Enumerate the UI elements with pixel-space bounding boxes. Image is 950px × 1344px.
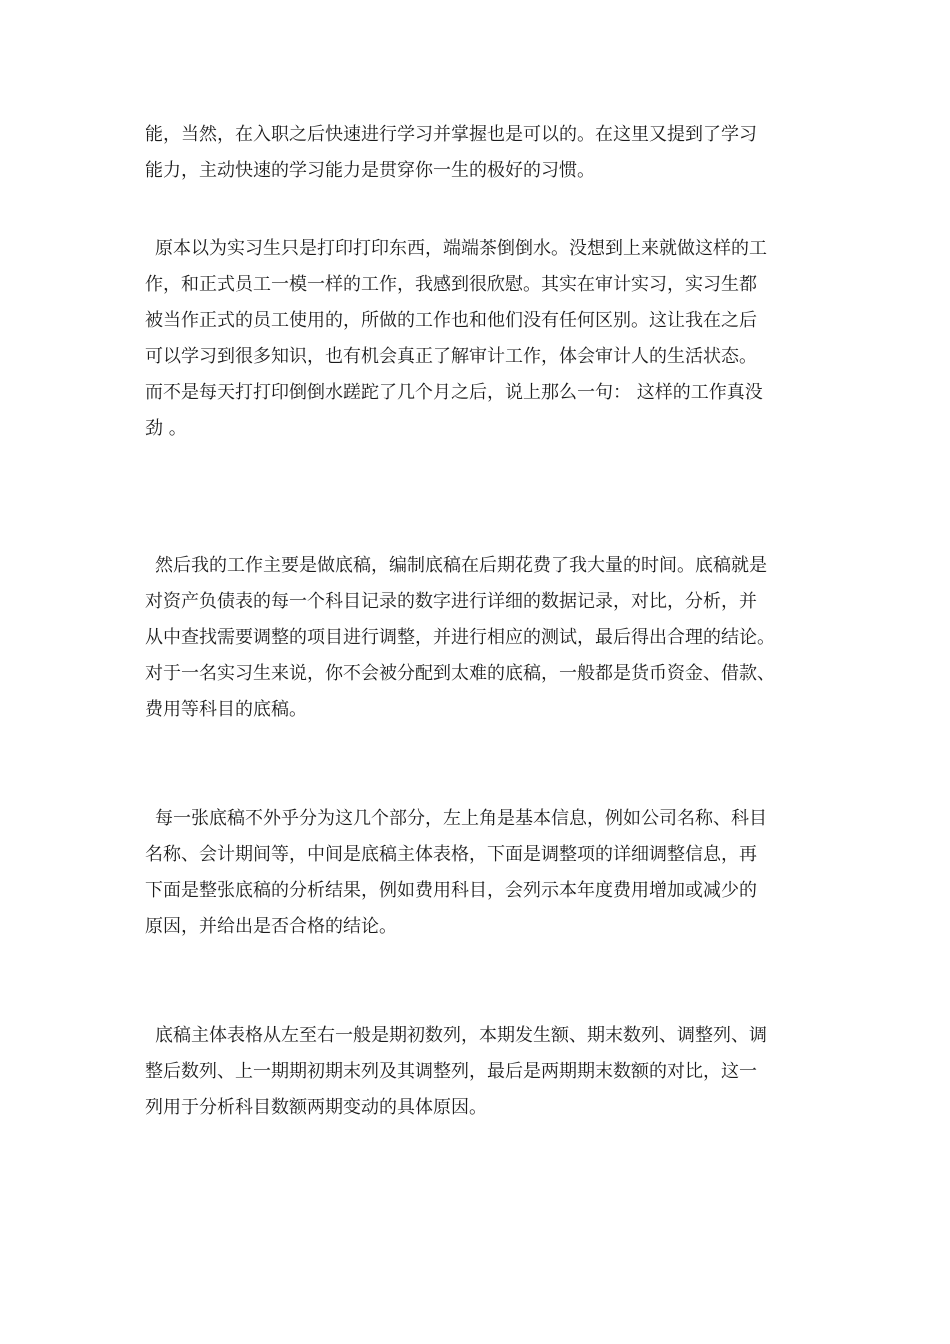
text-line-content: 原本以为实习生只是打印打印东西，端端茶倒倒水。没想到上来就做这样的工 <box>155 238 767 259</box>
text-line: 从中查找需要调整的项目进行调整，并进行相应的测试，最后得出合理的结论。 <box>145 627 775 648</box>
text-line: 而不是每天打打印倒倒水蹉跎了几个月之后，说上那么一句： 这样的工作真没 <box>145 382 763 403</box>
text-line <box>145 231 810 267</box>
text-line-content: 然后我的工作主要是做底稿，编制底稿在后期花费了我大量的时间。底稿就是 <box>155 555 767 576</box>
text-line: 能，当然，在入职之后快速进行学习并掌握也是可以的。在这里又提到了学习 <box>145 124 757 145</box>
paragraph-1 <box>145 117 810 189</box>
text-line <box>145 801 810 837</box>
text-line <box>145 1018 810 1054</box>
text-line: 可以学习到很多知识，也有机会真正了解审计工作，体会审计人的生活状态。 <box>145 346 757 367</box>
text-line: 下面是整张底稿的分析结果，例如费用科目，会列示本年度费用增加或减少的 <box>145 880 757 901</box>
text-line: 作，和正式员工一模一样的工作，我感到很欣慰。其实在审计实习，实习生都 <box>145 274 757 295</box>
text-line: 对于一名实习生来说，你不会被分配到太难的底稿，一般都是货币资金、借款、 <box>145 663 775 684</box>
paragraph-3 <box>145 548 810 728</box>
text-line: 被当作正式的员工使用的，所做的工作也和他们没有任何区别。这让我在之后 <box>145 310 757 331</box>
text-line <box>145 548 810 584</box>
text-line: 列用于分析科目数额两期变动的具体原因。 <box>145 1097 487 1118</box>
text-line: 原因，并给出是否合格的结论。 <box>145 916 397 937</box>
text-line: 劲 。 <box>145 418 187 439</box>
text-line: 能力，主动快速的学习能力是贯穿你一生的极好的习惯。 <box>145 160 595 181</box>
text-line: 整后数列、上一期期初期末列及其调整列，最后是两期期末数额的对比，这一 <box>145 1061 757 1082</box>
text-line: 对资产负债表的每一个科目记录的数字进行详细的数据记录，对比，分析，并 <box>145 591 757 612</box>
paragraph-4 <box>145 801 810 945</box>
text-line: 名称、会计期间等，中间是底稿主体表格，下面是调整项的详细调整信息，再 <box>145 844 757 865</box>
paragraph-2 <box>145 231 810 447</box>
text-line: 费用等科目的底稿。 <box>145 699 307 720</box>
text-line-content: 底稿主体表格从左至右一般是期初数列，本期发生额、期末数列、调整列、调 <box>155 1025 767 1046</box>
paragraph-5 <box>145 1018 810 1126</box>
text-line-content: 每一张底稿不外乎分为这几个部分，左上角是基本信息，例如公司名称、科目 <box>155 808 767 829</box>
